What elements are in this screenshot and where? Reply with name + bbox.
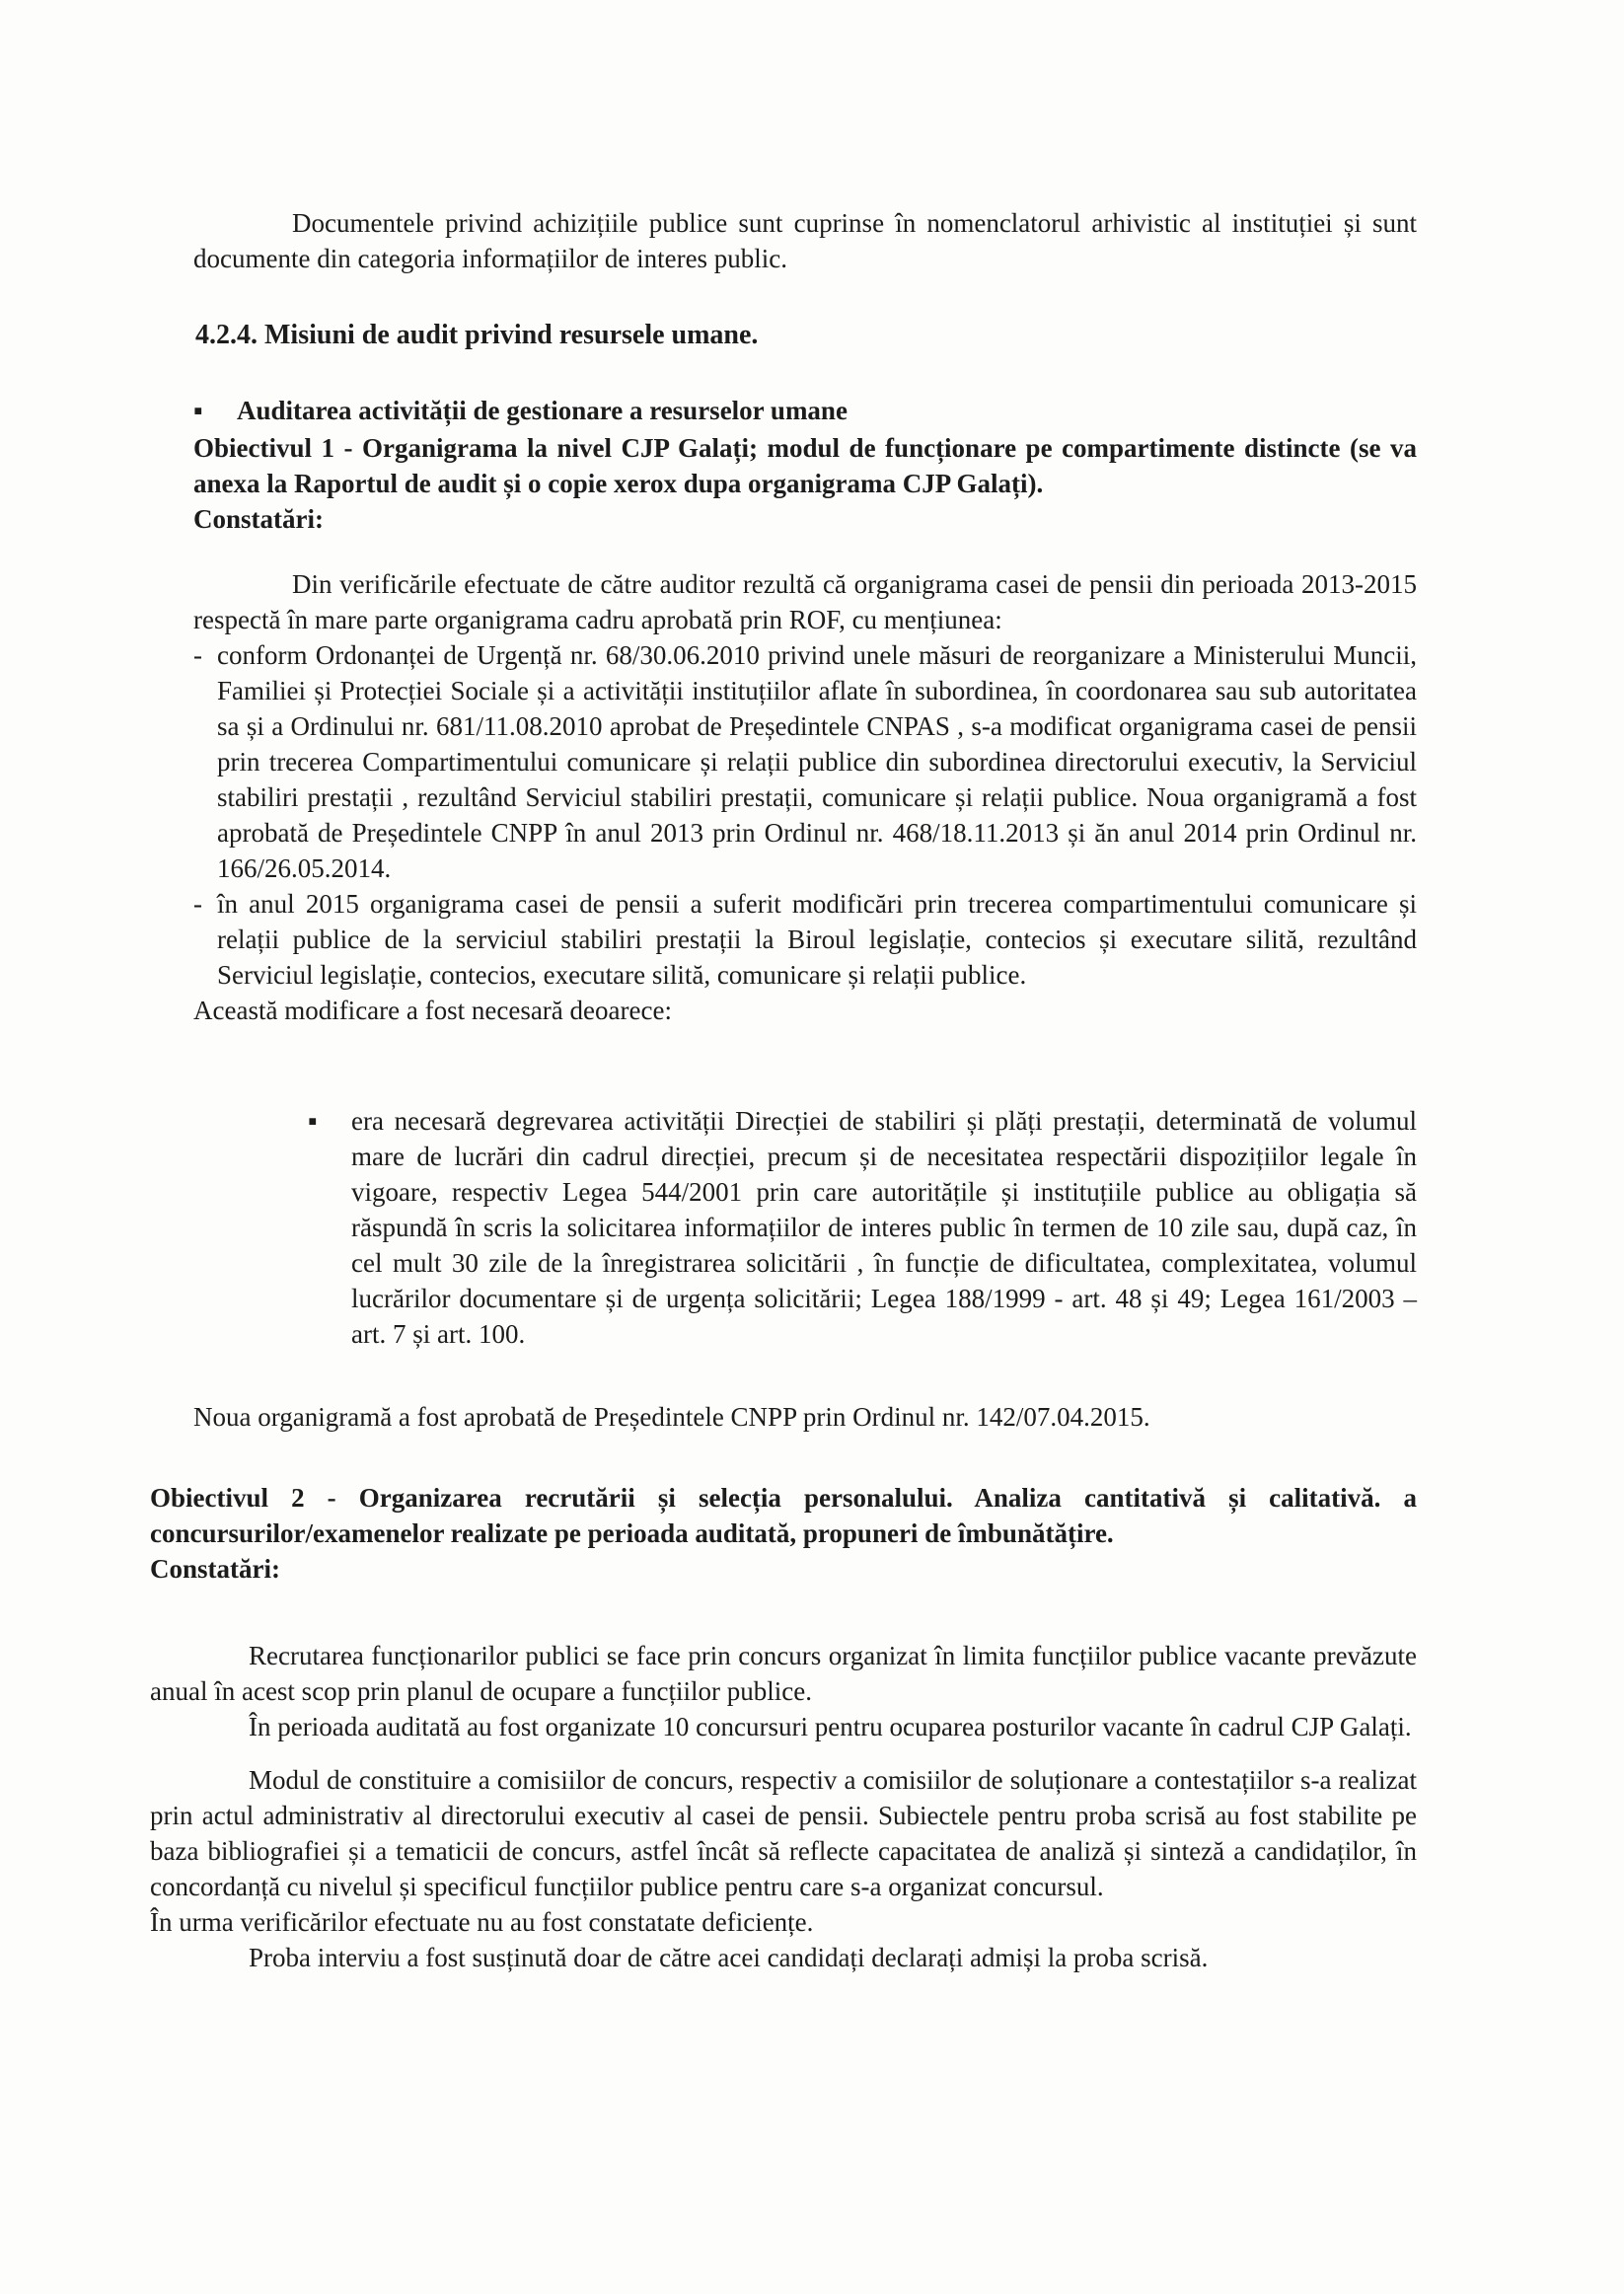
bullet-audit-title: [193, 393, 1417, 428]
bullet-icon: ▪: [308, 1106, 318, 1136]
constatari-label: Constatări:: [193, 504, 324, 534]
objective-1: [193, 430, 1417, 537]
dash-item-1-text: conform Ordonanței de Urgență nr. 68/30.06.2010 privind unele măsuri de reorganizare a Ministerului Muncii, Familiei și Protecției Sociale și a activității instituțiilor aflate în subordinea, în coordonarea sau sub autoritatea sa și a Ordinului nr. 681/11.08.2010 aprobat de Președintele CNPAS , s-a modificat organigrama casei de pensii prin trecerea Compartimentului comunicare și relații publice din subordinea directorului executiv, la Serviciul stabiliri prestații , rezultând Serviciul stabiliri prestații, comunicare și relații publice. Noua organigramă a fost aprobată de Președintele CNPP în anul 2013 prin Ordinul nr. 468/18.11.2013 și ăn anul 2014 prin Ordinul nr. 166/26.05.2014.: [217, 640, 1417, 883]
objective-2-text: Obiectivul 2 - Organizarea recrutării și selecția personalului. Analiza cantitativă și calitativă. a concursurilor/examenelor realizate pe perioada auditată, propuneri de îmbunătățire.: [150, 1483, 1417, 1548]
constatari-label-2: Constatări:: [150, 1554, 280, 1584]
dash-marker: -: [193, 640, 202, 670]
objective-1-text: Obiectivul 1 - Organigrama la nivel CJP Galați; modul de funcționare pe compartimente distincte (se va anexa la Raportul de audit și o copie xerox dupa organigrama CJP Galați).: [193, 433, 1417, 498]
sub-bullet-item: [308, 1103, 1417, 1352]
intro-text: Documentele privind achizițiile publice sunt cuprinse în nomenclatorul arhivistic al instituției și sunt documente din categoria informațiilor de interes public.: [193, 208, 1417, 273]
recruitment-p1: Recrutarea funcționarilor publici se face prin concurs organizat în limita funcțiilor publice vacante prevăzute anual în acest scop prin planul de ocupare a funcțiilor publice.: [150, 1641, 1417, 1706]
approval-line: Noua organigramă a fost aprobată de Președintele CNPP prin Ordinul nr. 142/07.04.2015.: [193, 1402, 1150, 1432]
recruitment-p2: În perioada auditată au fost organizate 10 concursuri pentru ocuparea posturilor vacante în cadrul CJP Galați.: [249, 1712, 1412, 1741]
recruitment-paragraphs: [150, 1638, 1417, 1975]
intro-paragraph: [193, 205, 1417, 276]
recruitment-p5: Proba interviu a fost susținută doar de către acei candidați declarați admiși la proba scrisă.: [249, 1943, 1209, 1972]
section-heading: 4.2.4. Misiuni de audit privind resursele umane.: [195, 320, 759, 350]
dash-item-1: [193, 637, 1417, 886]
objective-2: [150, 1480, 1417, 1587]
modification-reason-label: Această modificare a fost necesară deoarece:: [193, 996, 672, 1025]
dash-marker: -: [193, 889, 202, 919]
recruitment-p3: Modul de constituire a comisiilor de concurs, respectiv a comisiilor de soluționare a contestațiilor s-a realizat prin actul administrativ al directorului executiv al casei de pensii. Subiectele pentru proba scrisă au fost stabilite pe baza bibliografiei și a tematicii de concurs, astfel încât să reflecte capacitatea de analiză și sinteză a candidaților, în concordanță cu nivelul și specificul funcțiilor publice pentru care s-a organizat concursul.: [150, 1765, 1417, 1901]
dash-item-2: [193, 886, 1417, 993]
bullet-audit-text: Auditarea activității de gestionare a resurselor umane: [237, 396, 848, 425]
findings-paragraph: [193, 566, 1417, 1028]
findings-intro: Din verificările efectuate de către auditor rezultă că organigrama casei de pensii din perioada 2013-2015 respectă în mare parte organigrama cadru aprobată prin ROF, cu mențiunea:: [193, 569, 1417, 634]
recruitment-p4: În urma verificărilor efectuate nu au fost constatate deficiențe.: [150, 1907, 814, 1937]
bullet-icon: ▪: [193, 396, 203, 425]
dash-item-2-text: în anul 2015 organigrama casei de pensii a suferit modificări prin trecerea compartimentului comunicare și relații publice de la serviciul stabiliri prestații la Biroul legislație, contecios și executare silită, rezultând Serviciul legislație, contecios, executare silită, comunicare și relații publice.: [217, 889, 1417, 990]
sub-bullet-text: era necesară degrevarea activității Direcției de stabiliri și plăți prestații, determinată de volumul mare de lucrări din cadrul direcției, precum și de necesitatea respectării dispozițiilor legale în vigoare, respectiv Legea 544/2001 prin care autoritățile și instituțiile publice au obligația să răspundă în scris la solicitarea informațiilor de interes public în termen de 10 zile sau, după caz, în cel mult 30 zile de la înregistrarea solicitării , în funcție de dificultatea, complexitatea, volumul lucrărilor documentare și de urgența solicitării; Legea 188/1999 - art. 48 și 49; Legea 161/2003 – art. 7 și art. 100.: [351, 1106, 1417, 1349]
